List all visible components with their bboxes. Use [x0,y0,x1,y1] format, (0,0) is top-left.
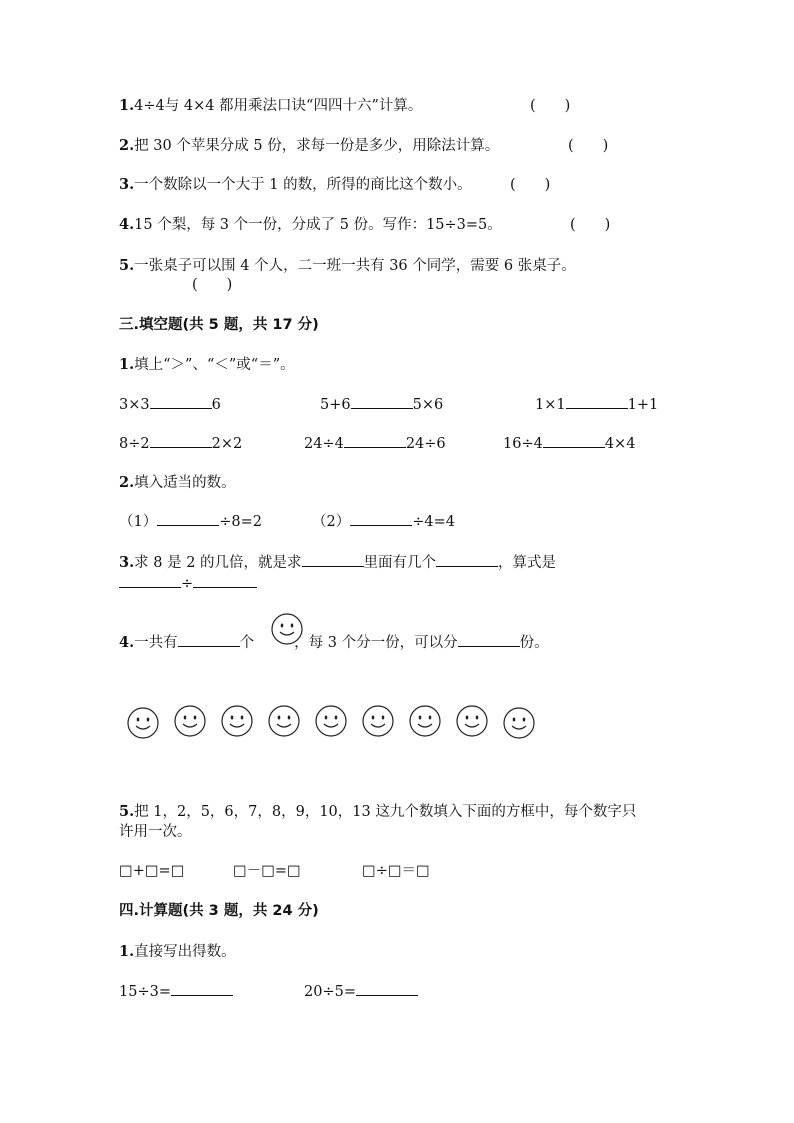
answer-blank[interactable] [302,554,364,567]
compare-item: 3×3 6 [119,397,221,413]
item-text: 15 个梨，每 3 个一份，分成了 5 份。写作：15÷3=5。 [134,217,502,233]
answer-blank[interactable] [171,983,233,996]
answer-paren[interactable]: ( ) [192,277,233,293]
smiley-face-icon [503,707,535,739]
answer-blank[interactable] [566,396,628,409]
item-number: 1. [119,943,135,960]
item-text: 填上“＞”、“＜”或“＝”。 [134,357,295,373]
compare-item: 8÷2 2×2 [119,436,243,452]
smiley-face-icon [174,705,206,737]
smiley-face-icon [127,707,159,739]
answer-blank[interactable] [436,554,498,567]
calc-q1-prompt: 1.直接写出得数。 [119,943,236,960]
judge-item-5 [119,256,576,276]
answer-blank[interactable] [178,634,240,647]
smiley-face-icon [271,613,303,645]
item-number: 5. [119,257,135,274]
item-number: 1. [119,97,135,114]
item-text: 4÷4与 4×4 都用乘法口诀“四四十六”计算。 [134,98,423,114]
fill-q2-prompt [119,473,236,493]
answer-blank[interactable] [119,575,181,588]
smiley-face-icon [315,705,347,737]
equation-boxes-subtract[interactable]: □－□=□ [233,863,301,879]
answer-paren[interactable]: ( ) [568,138,609,154]
item-number: 4. [119,634,135,651]
answer-blank[interactable] [543,435,605,448]
section-title-calculation: 四.计算题(共 3 题，共 24 分) [119,903,319,919]
equation-boxes-divide[interactable]: □÷□＝□ [362,863,430,879]
compare-item: 16÷4 4×4 [503,436,636,452]
item-text: 填入适当的数。 [134,475,236,491]
fill-q2-part1: （1） ÷8=2 [119,514,262,530]
compare-item: 1×1 1+1 [535,397,659,413]
item-text: 一张桌子可以围 4 个人，二一班一共有 36 个同学，需要 6 张桌子。 [134,258,576,274]
judge-item-1 [119,96,422,116]
fill-q5-prompt-line1: 5.把 1，2，5，6，7，8，9，10，13 这九个数填入下面的方框中，每个数字只 [119,803,637,820]
item-text: 一个数除以一个大于 1 的数，所得的商比这个数小。 [134,177,472,193]
answer-blank[interactable] [193,575,257,588]
section-title-fill-in: 三.填空题(共 5 题，共 17 分) [119,317,319,333]
smiley-face-icon [409,705,441,737]
item-number: 1. [119,356,135,373]
fill-q3-formula: ÷ [119,574,257,594]
calc-item: 20÷5= [304,982,418,1002]
answer-paren[interactable]: ( ) [510,177,551,193]
smiley-face-icon [362,705,394,737]
answer-blank[interactable] [350,513,412,526]
item-number: 4. [119,216,135,233]
judge-item-4 [119,215,502,235]
fill-q2-part2: （2） ÷4=4 [312,514,455,530]
compare-item: 5+6 5×6 [320,397,444,413]
smiley-face-icon [221,705,253,737]
smiley-face-icon [268,705,300,737]
item-number: 2. [119,137,135,154]
fill-q4-prompt: 4.一共有 个 ，每 3 个分一份，可以分 份。 [119,634,549,651]
equation-boxes-add[interactable]: □+□=□ [119,863,185,879]
answer-blank[interactable] [351,396,413,409]
item-text: 把 30 个苹果分成 5 份，求每一份是多少，用除法计算。 [134,138,500,154]
item-number: 5. [119,803,135,820]
fill-q3-prompt: 3.求 8 是 2 的几倍，就是求 里面有几个 ，算式是 [119,554,557,571]
fill-q1-prompt [119,355,295,375]
fill-q5-prompt-line2: 许用一次。 [119,824,192,840]
item-number: 2. [119,474,135,491]
judge-item-2 [119,136,499,156]
answer-paren[interactable]: ( ) [570,217,611,233]
answer-blank[interactable] [344,435,406,448]
calc-item: 15÷3= [119,982,233,1002]
answer-blank[interactable] [458,634,520,647]
smiley-face-icon [456,705,488,737]
item-number: 3. [119,554,135,571]
judge-item-3 [119,175,472,195]
answer-blank[interactable] [157,513,219,526]
item-number: 3. [119,176,135,193]
answer-blank[interactable] [150,435,212,448]
answer-paren[interactable]: ( ) [530,98,571,114]
compare-item: 24÷4 24÷6 [304,436,446,452]
answer-blank[interactable] [356,983,418,996]
answer-blank[interactable] [150,396,212,409]
